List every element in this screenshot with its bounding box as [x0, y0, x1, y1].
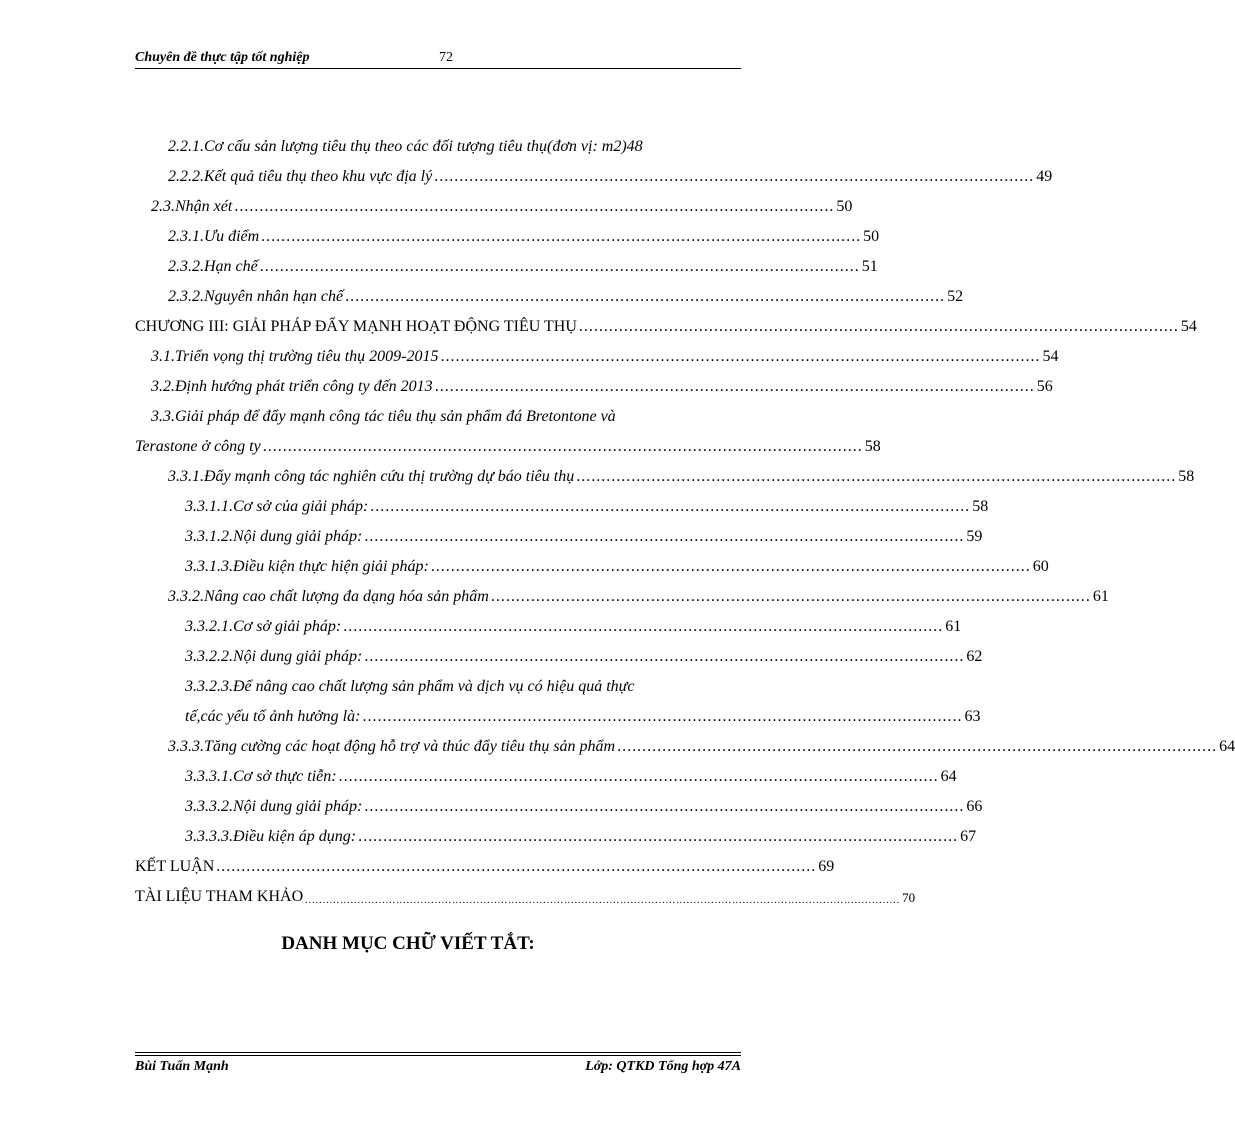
toc-entry-page: 63	[964, 708, 981, 725]
toc-entry-label: CHƯƠNG III: GIẢI PHÁP ĐẨY MẠNH HOẠT ĐỘNG TIÊU THỤ	[135, 318, 577, 335]
toc-leader-dots: ........................................................................................................................	[364, 798, 965, 815]
toc-entry-page: 70	[902, 890, 916, 905]
header-page-number: 72	[439, 50, 453, 65]
toc-entry-label: 2.3.1.Ưu điểm	[168, 228, 260, 245]
toc-leader-dots: ........................................................................................................................	[434, 378, 1035, 395]
toc-entry-page: 69	[818, 858, 835, 875]
toc-entry-label: 2.3.2.Hạn chế	[168, 258, 258, 275]
toc-entry-label: 3.3.Giải pháp để đẩy mạnh công tác tiêu thụ sản phẩm đá Bretontone và	[151, 408, 616, 425]
toc-entry-label: 3.3.2.1.Cơ sở giải pháp:	[185, 618, 342, 635]
toc-entry-page: 60	[1032, 558, 1049, 575]
toc-entry[interactable]	[135, 426, 881, 456]
toc-leader-dots: ........................................................................................................................	[364, 648, 965, 665]
toc-leader-dots: ........................................................................................................................	[430, 558, 1031, 575]
toc-entry-page: 61	[1092, 588, 1109, 605]
toc-leader-dots: ........................................................................................................................	[345, 288, 946, 305]
toc-entry-label: tế,các yếu tố ảnh hưởng là:	[185, 708, 361, 725]
toc-entry-page: 50	[863, 228, 880, 245]
toc-entry[interactable]	[135, 636, 983, 666]
toc-entry-label: 3.3.1.Đẩy mạnh công tác nghiên cứu thị trường dự báo tiêu thụ	[168, 468, 575, 485]
toc-entry[interactable]	[135, 336, 1059, 366]
toc-entry-label: 3.3.2.3.Để nâng cao chất lượng sản phẩm và dịch vụ có hiệu quả thực	[185, 678, 635, 695]
toc-entry-label: KẾT LUẬN	[135, 858, 215, 875]
toc-entry[interactable]	[135, 786, 983, 816]
toc-entry-label: 3.3.3.1.Cơ sở thực tiễn:	[185, 768, 337, 785]
toc-entry[interactable]	[135, 546, 1049, 576]
toc-leader-dots: ........................................................................................................................	[216, 858, 817, 875]
toc-entry-page: 54	[1042, 348, 1059, 365]
toc-leader-dots: ........................................................................................................................	[259, 258, 860, 275]
toc-leader-dots: ........................................................................................................................	[578, 318, 1179, 335]
toc-leader-dots: ........................................................................................................................	[440, 348, 1041, 365]
header-title: Chuyên đề thực tập tốt nghiệp	[135, 50, 310, 65]
toc-entry-page: 50	[836, 198, 853, 215]
toc-leader-dots: ........................................................................................................................	[576, 468, 1177, 485]
toc-entry-page: 58	[864, 438, 881, 455]
toc-entry-label: 3.3.3.2.Nội dung giải pháp:	[185, 798, 363, 815]
header-rule	[135, 68, 741, 69]
footer-rule	[135, 1055, 741, 1056]
toc-entry-page: 61	[945, 618, 962, 635]
toc-entry-wrapped-line[interactable]	[135, 666, 739, 696]
toc-leader-dots: ..........................................................................................................................................................................	[305, 895, 901, 906]
toc-entry[interactable]	[135, 246, 878, 276]
toc-entry[interactable]	[135, 726, 1235, 756]
page-header	[135, 50, 741, 70]
toc-leader-dots: ........................................................................................................................	[234, 198, 835, 215]
toc-entry[interactable]	[135, 696, 981, 726]
toc-entry-label: 2.3.2.Nguyên nhân hạn chế	[168, 288, 344, 305]
toc-leader-dots: ........................................................................................................................	[617, 738, 1218, 755]
table-of-contents	[135, 126, 1235, 906]
toc-entry[interactable]	[135, 516, 983, 546]
toc-entry-page: 59	[966, 528, 983, 545]
toc-entry-label: TÀI LIỆU THAM KHẢO	[135, 888, 304, 905]
toc-entry-label: 3.3.2.Nâng cao chất lượng đa dạng hóa sản phẩm	[168, 588, 489, 605]
toc-entry[interactable]	[135, 276, 964, 306]
toc-entry[interactable]	[135, 126, 739, 156]
footer-author: Bùi Tuấn Mạnh	[135, 1059, 229, 1074]
toc-entry-label: 3.1.Triển vọng thị trường tiêu thụ 2009-2015	[151, 348, 439, 365]
toc-entry[interactable]	[135, 366, 1053, 396]
toc-entry-label: 2.2.2.Kết quả tiêu thụ theo khu vực địa lý	[168, 168, 433, 185]
toc-entry[interactable]	[135, 606, 962, 636]
toc-entry[interactable]	[135, 576, 1109, 606]
toc-entry[interactable]	[135, 186, 853, 216]
toc-entry-page: 51	[861, 258, 878, 275]
toc-entry[interactable]	[135, 456, 1195, 486]
toc-entry[interactable]	[135, 486, 989, 516]
toc-entry-label: 3.3.1.3.Điều kiện thực hiện giải pháp:	[185, 558, 429, 575]
toc-entry-page: 54	[1180, 318, 1197, 335]
toc-entry-label: 3.3.1.2.Nội dung giải pháp:	[185, 528, 363, 545]
toc-entry[interactable]	[135, 756, 957, 786]
toc-entry-page: 58	[972, 498, 989, 515]
toc-chapter-entry[interactable]	[135, 876, 916, 906]
toc-chapter-entry[interactable]	[135, 846, 835, 876]
footer-class: Lớp: QTKD Tổng hợp 47A	[585, 1059, 741, 1074]
toc-leader-dots: ........................................................................................................................	[262, 438, 863, 455]
toc-entry-label: 3.3.1.1.Cơ sở của giải pháp:	[185, 498, 369, 515]
toc-leader-dots: ........................................................................................................................	[358, 828, 959, 845]
toc-leader-dots: ........................................................................................................................	[362, 708, 963, 725]
toc-chapter-entry[interactable]	[135, 306, 1197, 336]
toc-entry-label: 3.3.3.3.Điều kiện áp dụng:	[185, 828, 357, 845]
toc-entry-label: 3.3.3.Tăng cường các hoạt động hỗ trợ và thúc đẩy tiêu thụ sản phẩm	[168, 738, 616, 755]
section-title: DANH MỤC CHỮ VIẾT TẮT:	[281, 933, 535, 954]
footer-rule	[135, 1052, 741, 1053]
toc-leader-dots: ........................................................................................................................	[343, 618, 944, 635]
toc-entry-label: 2.3.Nhận xét	[151, 198, 233, 215]
toc-entry-page: 56	[1036, 378, 1053, 395]
toc-entry-label: 3.2.Định hướng phát triển công ty đến 2013	[151, 378, 433, 395]
toc-entry[interactable]	[135, 216, 880, 246]
toc-leader-dots: ........................................................................................................................	[261, 228, 862, 245]
toc-entry-page: 52	[947, 288, 964, 305]
toc-leader-dots: ........................................................................................................................	[364, 528, 965, 545]
toc-entry-wrapped-line[interactable]	[135, 396, 739, 426]
toc-entry-page: 66	[966, 798, 983, 815]
toc-entry[interactable]	[135, 816, 977, 846]
toc-leader-dots: ........................................................................................................................	[434, 168, 1035, 185]
toc-leader-dots: ........................................................................................................................	[490, 588, 1091, 605]
toc-entry-page: 62	[966, 648, 983, 665]
toc-entry-page: 64	[940, 768, 957, 785]
toc-entry-label: 3.3.2.2.Nội dung giải pháp:	[185, 648, 363, 665]
toc-entry-page: 64	[1219, 738, 1235, 755]
toc-entry-label: Terastone ở công ty	[135, 438, 261, 455]
toc-leader-dots: ........................................................................................................................	[370, 498, 971, 515]
toc-entry-page: 58	[1178, 468, 1195, 485]
toc-entry-page: 49	[1036, 168, 1053, 185]
toc-entry-page: 67	[960, 828, 977, 845]
toc-entry-label: 2.2.1.Cơ cấu sản lượng tiêu thụ theo các đối tượng tiêu thụ(đơn vị: m2)	[168, 138, 627, 155]
toc-entry[interactable]	[135, 156, 1053, 186]
toc-leader-dots: ........................................................................................................................	[338, 768, 939, 785]
toc-entry-page: 48	[626, 138, 643, 155]
